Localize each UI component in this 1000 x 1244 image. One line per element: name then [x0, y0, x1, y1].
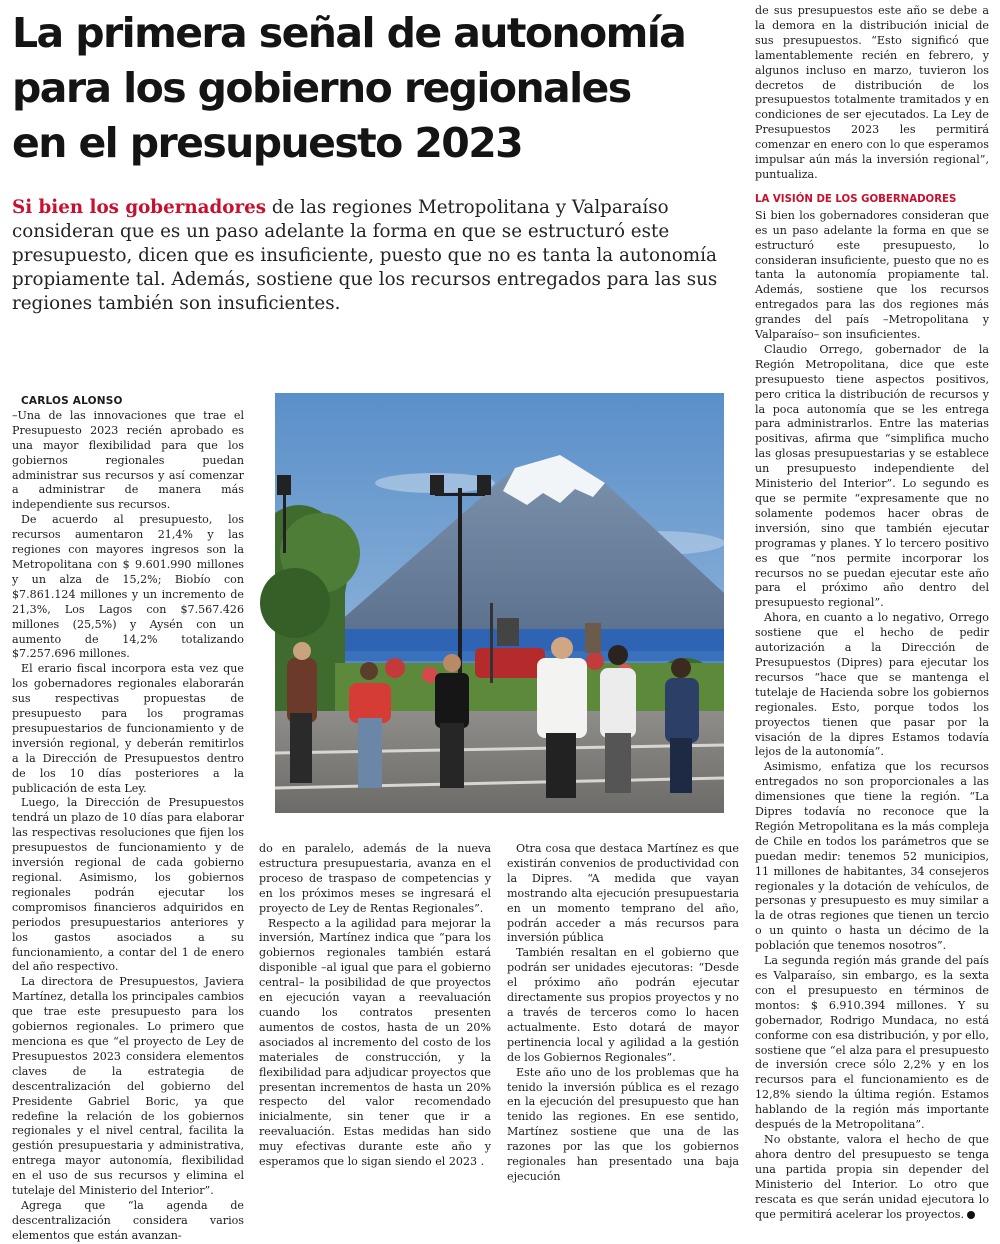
paragraph: Este año uno de los problemas que ha tenido la inversión pública es el rezago en la ejecución del presupuesto que han tenido las regiones. En ese sentido, Martínez sostiene que una de las razones por las que los gobiernos regionales han presentado una baja ejecución: [507, 1065, 739, 1183]
article-column-3: [507, 842, 739, 1183]
article-lead: [12, 196, 732, 316]
end-of-article-icon: [967, 1211, 975, 1219]
headline-line-3: en el presupuesto 2023: [12, 119, 523, 167]
article-column-2: [259, 842, 491, 1169]
article-headline: [12, 6, 742, 171]
paragraph: El erario fiscal incorpora esta vez que los gobernadores regionales elaborarán sus respectivas propuestas de presupuesto para los programas presupuestarios de funcionamiento y de inversión regional, y deberán remitirlos a la Dirección de Presupuestos dentro de los 10 días posteriores a la publicación de esta Ley.: [12, 662, 244, 795]
lead-text: de las regiones Metropolitana y Valparaíso consideran que es un paso adelante la forma en que se estructuró este presupuesto, dicen que es insuficiente, puesto que no es tanta la autonomía propiamente tal. Además, sostiene que los recursos entregados para las sus regiones también son insuficientes.: [12, 197, 718, 314]
paragraph: Si bien los gobernadores consideran que es un paso adelante la forma en que se estructuró este presupuesto, lo consideran insuficiente, puesto que no es tanta la autonomía propiamente tal. Además, sostiene que los recursos entregados para las dos regiones más grandes del país –Metropolitana y Valparaíso– son insuficientes.: [755, 208, 989, 342]
paragraph: Respecto a la agilidad para mejorar la inversión, Martínez indica que “para los gobiernos regionales también estará disponible –al igual que para el gobierno central– la posibilidad de que proyectos en ejecución vayan a reevaluación cuando los contratos presenten aumentos de costos, hasta de un 20% asociados al incremento del costo de los materiales de construcción, y la flexibilidad para adjudicar proyectos que presentan incrementos de hasta un 20% respecto del valor recomendado inicialmente, sin tener que ir a reevaluación. Estas medidas han sido muy efectivas durante este año y esperamos que lo sigan siendo el 2023 .: [259, 916, 491, 1169]
article-column-4: [755, 4, 989, 1221]
paragraph: De acuerdo al presupuesto, los recursos aumentaron 21,4% y las regiones con mayores ingresos son la Metropolitana con $ 9.601.990 millones y un alza de 15,2%; Biobío con $7.861.124 millones y un incremento de 21,3%, Los Lagos con $7.567.426 millones (25,5%) y Aysén con un aumento de 14,2% totalizando $7.257.696 millones.: [12, 513, 244, 661]
paragraph: Ahora, en cuanto a lo negativo, Orrego sostiene que el hecho de pedir autorización a la Dirección de Presupuestos (Dipres) para ejecutar los recursos “hace que se mantenga el tutelaje de Hacienda sobre los gobiernos regionales. Esto, porque todos los proyectos tienen que pasar por la visación de la dipres Estamos todavía lejos de la autonomía”.: [755, 611, 989, 759]
paragraph: de sus presupuestos este año se debe a la demora en la distribución inicial de sus presupuestos. “Esto significó que lamentablemente recién en febrero, y algunos incluso en marzo, tuvieron los decretos de distribución de los presupuestos totalmente tramitados y en condiciones de ser ejecutados. La Ley de Presupuestos 2023 les permitirá comenzar en enero con lo que esperamos impulsar aún más la inversión regional”, puntualiza.: [755, 4, 989, 181]
paragraph: También resaltan en el gobierno que podrán ser unidades ejecutoras: “Desde el próximo año podrán ejecutar directamente sus propios proyectos y no a través de terceros como lo hacen actualmente. Esto dotará de mayor pertinencia local y agilidad a la gestión de los Gobiernos Regionales”.: [507, 946, 739, 1064]
paragraph: Asimismo, enfatiza que los recursos entregados no son proporcionales a las dimensiones que tiene la región. “La Dipres todavía no reconoce que la Región Metropolitana es la más compleja de Chile en todos los parámetros que se puedan medir: tenemos 52 municipios, 11 millones de habitantes, 34 consejeros regionales y la dotación de vehículos, de personas y presupuesto es muy similar a la de otras regiones que tienen un tercio o un quinto o hasta un décimo de la población que tenemos nosotros”.: [755, 760, 989, 953]
photo-volcano-plaza: [275, 393, 724, 813]
paragraph: La directora de Presupuestos, Javiera Martínez, detalla los principales cambios que trae este presupuesto para los gobiernos regionales. Lo primero que menciona es que “el proyecto de Ley de Presupuestos 2023 considera elementos claves de la estrategia de descentralización del gobierno del Presidente Gabriel Boric, ya que redefine la relación de los gobiernos regionales y el nivel central, facilita la gestión presupuestaria y administrativa, entrega mayor autonomía, flexibilidad en el uso de sus recursos y elimina el tutelaje del Ministerio del Interior”.: [12, 975, 244, 1198]
section-subhead: LA VISIÓN DE LOS GOBERNADORES: [755, 193, 957, 205]
paragraph: Otra cosa que destaca Martínez es que existirán convenios de productividad con la Dipres. “A medida que vayan mostrando alta ejecución presupuestaria en un momento temprano del año, podrán acceder a más recursos para inversión pública: [507, 842, 739, 945]
lead-highlight: Si bien los gobernadores: [12, 197, 267, 218]
paragraph: Agrega que “la agenda de descentralización considera varios elementos que están avanzan-: [12, 1198, 244, 1242]
article-column-1: [12, 394, 244, 1242]
article-photo: [275, 393, 724, 813]
paragraph: La segunda región más grande del país es Valparaíso, sin embargo, es la sexta con el presupuesto en términos de montos: $ 6.910.394 millones. Y su gobernador, Rodrigo Mundaca, no está conforme con esa distribución, y por ello, sostiene que “el alza para el presupuesto de inversión crece sólo 2,2% y en los recursos para el funcionamiento es de 12,8% siendo la última región. Estamos hablando de la región más importante después de la Metropolitana”.: [755, 954, 989, 1132]
headline-line-2: para los gobierno regionales: [12, 64, 631, 112]
paragraph: Luego, la Dirección de Presupuestos tendrá un plazo de 10 días para elaborar las respectivas resoluciones que fijen los presupuestos de funcionamiento y de inversión regional de cada gobierno regional. Asimismo, los gobiernos regionales podrán ejecutar los compromisos financieros adquiridos en periodos presupuestarios anteriores y los gastos asociados a su funcionamiento, a contar del 1 de enero del año respectivo.: [12, 796, 244, 974]
paragraph: do en paralelo, además de la nueva estructura presupuestaria, avanza en el proceso de traspaso de competencias y en los próximos meses se ingresará el proyecto de Ley de Rentas Regionales”.: [259, 842, 491, 915]
paragraph: Claudio Orrego, gobernador de la Región Metropolitana, dice que este presupuesto tiene aspectos positivos, pero critica la distribución de recursos y la poca autonomía que se les entrega para administrarlos. Entre las materias positivas, afirma que “simplifica mucho las glosas presupuestarias y se establece un presupuesto independiente del Ministerio del Interior”. Lo segundo es que se permite “expresamente que no solamente podemos hacer obras de inversión, sino que también ejecutar programas y planes. Y lo tercero positivo es que “nos permite incorporar los recursos no se puedan ejecutar este año para el próximo año dentro del presupuesto regional”.: [755, 342, 989, 610]
headline-line-1: La primera señal de autonomía: [12, 9, 686, 57]
paragraph: No obstante, valora el hecho de que ahora dentro del presupuesto se tenga una partida propia sin depender del Ministerio del Interior. Lo otro que rescata es que serán unidad ejecutora lo que permitirá acelerar los proyectos.: [755, 1132, 989, 1221]
byline: CARLOS ALONSO: [21, 395, 123, 407]
paragraph: –Una de las innovaciones que trae el Presupuesto 2023 recién aprobado es una mayor flexibilidad para que los gobiernos regionales puedan administrar sus recursos y así comenzar a administrar de manera más independiente sus recursos.: [12, 408, 244, 512]
